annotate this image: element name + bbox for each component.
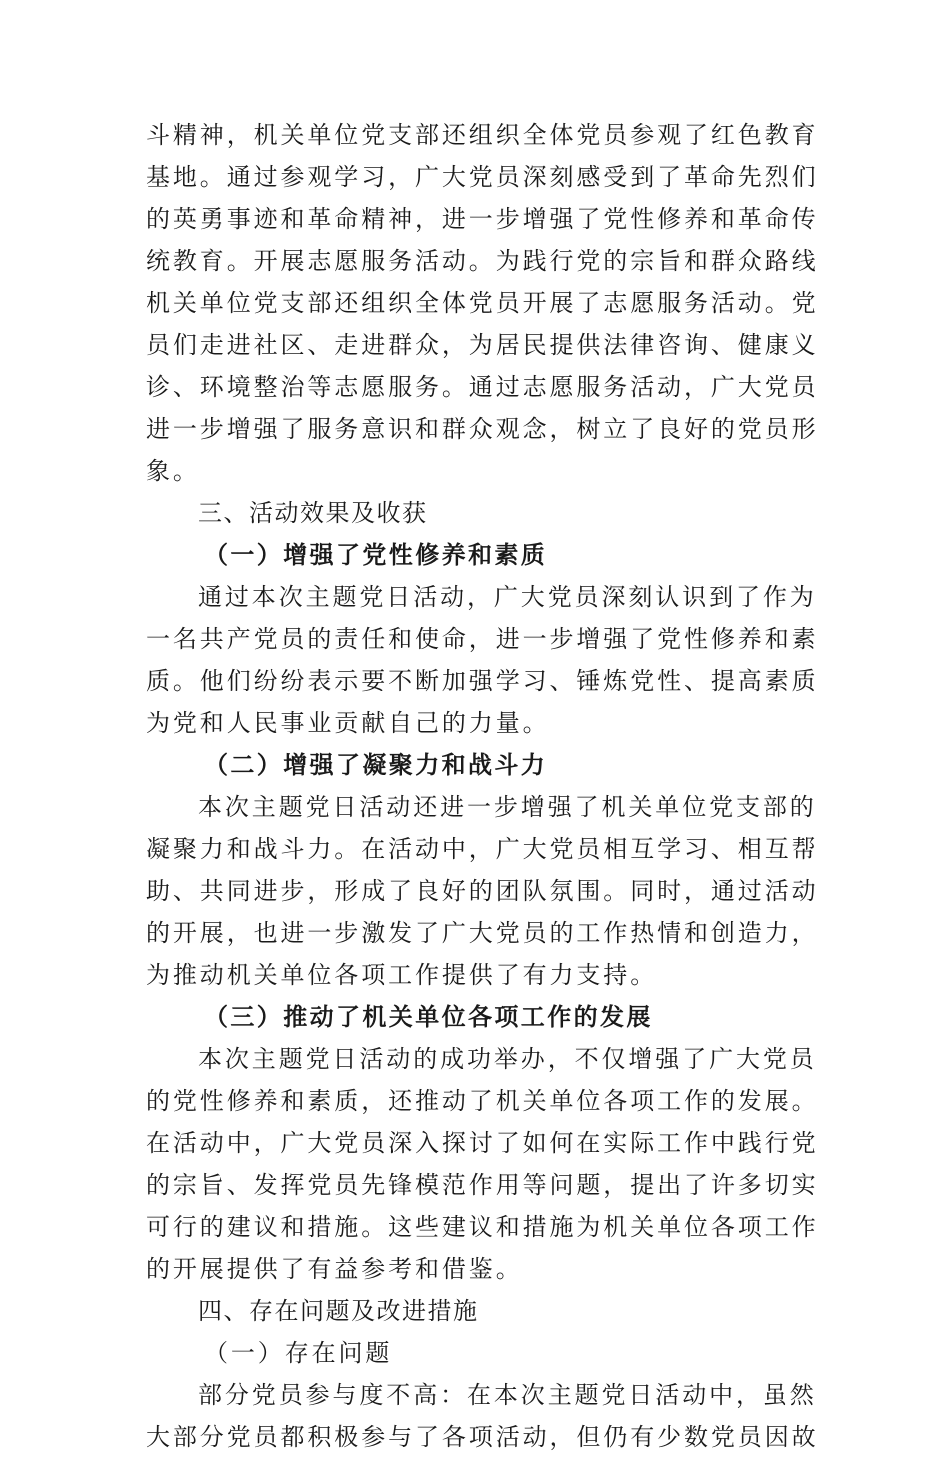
text-line: 通过本次主题党日活动，广大党员深刻认识到了作为 xyxy=(198,583,817,611)
text-line: 的开展提供了有益参考和借鉴。 xyxy=(146,1255,523,1283)
text-line: 凝聚力和战斗力。在活动中，广大党员相互学习、相互帮 xyxy=(146,835,819,863)
section-heading: 四、存在问题及改进措施 xyxy=(198,1297,479,1325)
text-line: 员们走进社区、走进群众，为居民提供法律咨询、健康义 xyxy=(146,331,819,359)
text-line: 质。他们纷纷表示要不断加强学习、锤炼党性、提高素质 xyxy=(146,667,819,695)
text-line: 本次主题党日活动的成功举办，不仅增强了广大党员 xyxy=(198,1045,817,1073)
subsection-heading: （一）增强了党性修养和素质 xyxy=(204,540,548,569)
subsection-heading: （二）增强了凝聚力和战斗力 xyxy=(204,750,548,779)
text-line: 本次主题党日活动还进一步增强了机关单位党支部的 xyxy=(198,793,817,821)
text-line: 的英勇事迹和革命精神，进一步增强了党性修养和革命传 xyxy=(146,205,819,233)
paragraph xyxy=(146,114,819,492)
paragraph xyxy=(146,576,819,744)
subsection-heading: （三）推动了机关单位各项工作的发展 xyxy=(204,1002,653,1031)
text-line: 助、共同进步，形成了良好的团队氛围。同时，通过活动 xyxy=(146,877,819,905)
text-line: 的开展，也进一步激发了广大党员的工作热情和创造力， xyxy=(146,919,819,947)
subsection-heading: （一）存在问题 xyxy=(204,1339,393,1367)
text-line: 诊、环境整治等志愿服务。通过志愿服务活动，广大党员 xyxy=(146,373,819,401)
text-line: 进一步增强了服务意识和群众观念，树立了良好的党员形 xyxy=(146,415,819,443)
text-line: 象。 xyxy=(146,457,200,485)
text-line: 斗精神，机关单位党支部还组织全体党员参观了红色教育 xyxy=(146,121,819,149)
document-body xyxy=(146,114,819,1458)
text-line: 统教育。开展志愿服务活动。为践行党的宗旨和群众路线 xyxy=(146,247,819,275)
paragraph xyxy=(146,786,819,996)
text-line: 一名共产党员的责任和使命，进一步增强了党性修养和素 xyxy=(146,625,819,653)
text-line: 部分党员参与度不高：在本次主题党日活动中，虽然 xyxy=(198,1381,817,1409)
text-line: 大部分党员都积极参与了各项活动，但仍有少数党员因故 xyxy=(146,1423,819,1451)
paragraph xyxy=(146,1374,819,1458)
paragraph xyxy=(146,1038,819,1290)
text-line: 的党性修养和素质，还推动了机关单位各项工作的发展。 xyxy=(146,1087,819,1115)
text-line: 为推动机关单位各项工作提供了有力支持。 xyxy=(146,961,658,989)
text-line: 可行的建议和措施。这些建议和措施为机关单位各项工作 xyxy=(146,1213,819,1241)
text-line: 在活动中，广大党员深入探讨了如何在实际工作中践行党 xyxy=(146,1129,819,1157)
text-line: 基地。通过参观学习，广大党员深刻感受到了革命先烈们 xyxy=(146,163,819,191)
text-line: 的宗旨、发挥党员先锋模范作用等问题，提出了许多切实 xyxy=(146,1171,819,1199)
section-heading: 三、活动效果及收获 xyxy=(198,499,428,527)
text-line: 为党和人民事业贡献自己的力量。 xyxy=(146,709,550,737)
text-line: 机关单位党支部还组织全体党员开展了志愿服务活动。党 xyxy=(146,289,819,317)
